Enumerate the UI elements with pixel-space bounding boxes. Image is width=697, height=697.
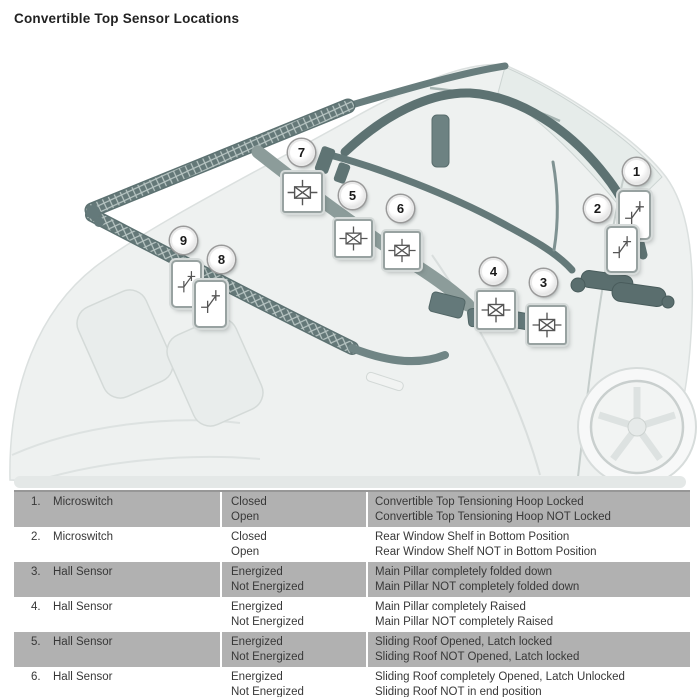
sensor-meaning: Sliding Roof Opened, Latch locked — [375, 636, 553, 648]
callout-badge-2 — [584, 195, 611, 222]
table-row — [14, 492, 690, 527]
callout-badge-3 — [530, 269, 557, 296]
sensor-state: Not Energized — [231, 581, 304, 593]
sensor-type: Hall Sensor — [53, 636, 113, 648]
table-row — [14, 562, 690, 597]
sensor-state: Energized — [231, 601, 283, 613]
sensor-meaning: Rear Window Shelf NOT in Bottom Position — [375, 546, 597, 558]
sensor-meaning: Sliding Roof NOT Opened, Latch locked — [375, 651, 580, 663]
sensor-state: Open — [231, 511, 260, 523]
callout-number: 7 — [297, 145, 306, 160]
frame-strut — [432, 115, 449, 167]
sensor-state: Not Energized — [231, 686, 304, 697]
sensor-state: Open — [231, 546, 260, 558]
callout-number: 4 — [489, 264, 498, 279]
callout-number: 2 — [593, 201, 602, 216]
sensor-type: Hall Sensor — [53, 601, 113, 613]
sensor-box-6 — [383, 231, 421, 270]
hall-sensor-icon — [337, 222, 370, 255]
row-number: 4. — [31, 601, 41, 613]
sensor-box-4 — [476, 290, 516, 330]
callout-number: 9 — [179, 233, 188, 248]
sensor-type: Microswitch — [53, 531, 114, 543]
sensor-state: Closed — [231, 531, 267, 543]
sensor-type: Hall Sensor — [53, 671, 113, 683]
sensor-meaning: Sliding Roof completely Opened, Latch Unlocked — [375, 671, 625, 683]
sensor-meaning: Convertible Top Tensioning Hoop NOT Locked — [375, 511, 611, 523]
table-row — [14, 597, 690, 632]
microswitch-icon — [197, 283, 224, 325]
sensor-meaning: Main Pillar completely Raised — [375, 601, 526, 613]
microswitch-icon — [609, 229, 635, 270]
table-row — [14, 667, 690, 697]
row-number: 3. — [31, 566, 41, 578]
callout-number: 6 — [396, 201, 405, 216]
callout-badge-7 — [288, 139, 315, 166]
callout-number: 3 — [539, 275, 548, 290]
sensor-state: Not Energized — [231, 616, 304, 628]
sensor-state: Closed — [231, 496, 267, 508]
table-row — [14, 632, 690, 667]
row-number: 1. — [31, 496, 41, 508]
sensor-box-3 — [527, 305, 567, 345]
front-wheel — [578, 368, 696, 486]
callout-badge-8 — [208, 246, 235, 273]
row-number: 6. — [31, 671, 41, 683]
sensor-box-5 — [334, 219, 373, 258]
sensor-state: Not Energized — [231, 651, 304, 663]
sensor-legend-table — [14, 490, 690, 697]
page-title: Convertible Top Sensor Locations — [14, 11, 240, 26]
sensor-state: Energized — [231, 636, 283, 648]
sensor-type: Microswitch — [53, 496, 114, 508]
hall-sensor-icon — [479, 293, 513, 327]
sensor-box-8 — [194, 280, 227, 328]
callout-number: 5 — [348, 188, 357, 203]
callout-badge-9 — [170, 227, 197, 254]
row-number: 5. — [31, 636, 41, 648]
table-row — [14, 527, 690, 562]
sensor-state: Energized — [231, 566, 283, 578]
sensor-meaning: Sliding Roof NOT in end position — [375, 686, 542, 697]
callout-badge-5 — [339, 182, 366, 209]
sensor-meaning: Main Pillar NOT completely folded down — [375, 581, 580, 593]
sensor-meaning: Main Pillar completely folded down — [375, 566, 553, 578]
hall-sensor-icon — [386, 234, 418, 267]
sensor-meaning: Convertible Top Tensioning Hoop Locked — [375, 496, 584, 508]
callout-number: 8 — [217, 252, 226, 267]
hall-sensor-icon — [285, 175, 320, 210]
callout-badge-6 — [387, 195, 414, 222]
hall-sensor-icon — [530, 308, 564, 342]
sensor-box-7 — [282, 172, 323, 213]
ground-shadow — [14, 476, 686, 488]
sensor-type: Hall Sensor — [53, 566, 113, 578]
callout-badge-1 — [623, 158, 650, 185]
callout-number: 1 — [632, 164, 641, 179]
car-frame-illustration — [0, 55, 697, 492]
convertible-top-diagram — [0, 55, 697, 492]
sensor-box-2 — [606, 226, 638, 273]
sensor-meaning: Rear Window Shelf in Bottom Position — [375, 531, 570, 543]
row-number: 2. — [31, 531, 41, 543]
sensor-state: Energized — [231, 671, 283, 683]
sensor-meaning: Main Pillar NOT completely Raised — [375, 616, 554, 628]
callout-badge-4 — [480, 258, 507, 285]
